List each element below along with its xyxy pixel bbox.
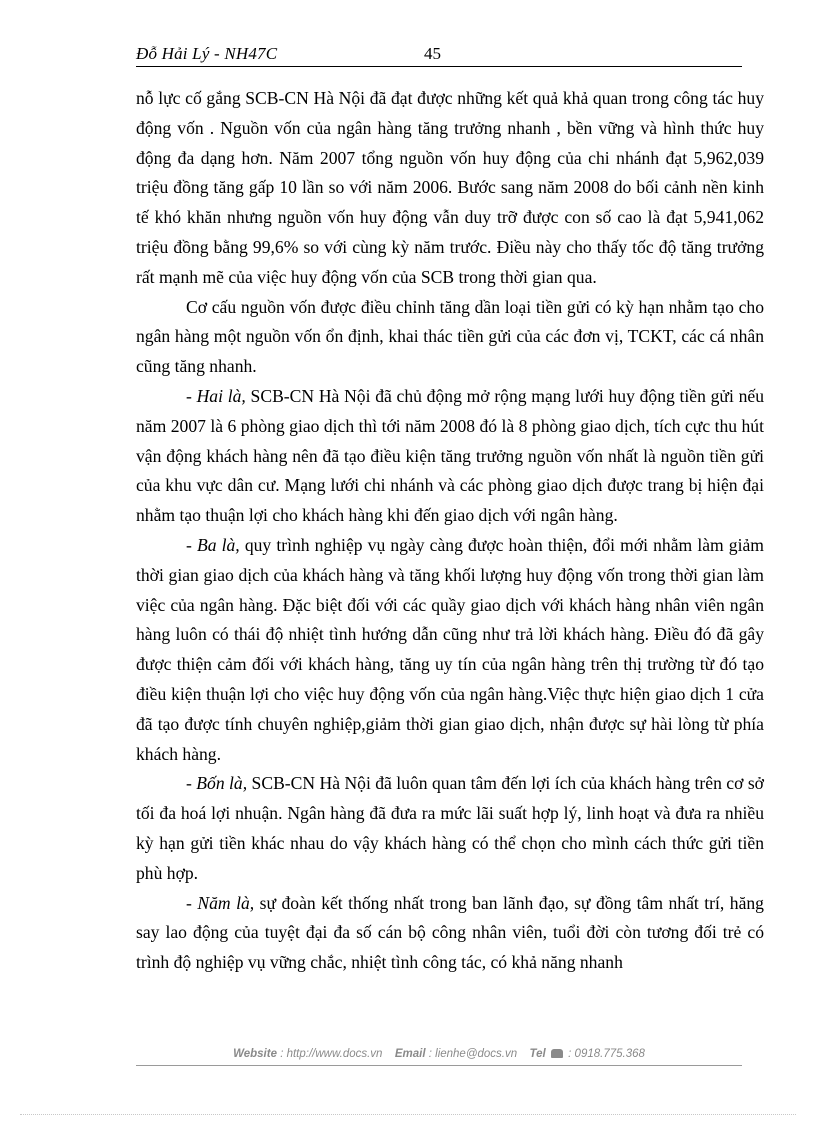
website-label: Website: [233, 1048, 277, 1060]
paragraph-3: [136, 382, 764, 531]
email-link[interactable]: : lienhe@docs.vn: [428, 1048, 518, 1060]
bullet-dash: -: [186, 892, 198, 913]
point-label: Hai là,: [196, 385, 246, 406]
bullet-dash: -: [186, 773, 197, 794]
paragraph-3-text: SCB-CN Hà Nội đã chủ động mở rộng mạng lưới huy động tiền gửi nếu năm 2007 là 6 phòng giao dịch thì tới năm 2008 đó là 8 phòng giao dịch, tích cực thu hút vận động khách hàng nên đã tạo điều kiện tăng trưởng nguồn vốn nhất là nguồn tiền gửi của khu vực dân cư. Mạng lưới chi nhánh và các phòng giao dịch được trang bị hiện đại nhằm tạo thuận lợi cho khách hàng khi đến giao dịch với ngân hàng.: [136, 385, 764, 526]
body-text: [136, 84, 764, 978]
point-label: Ba là,: [196, 534, 240, 555]
tel-label: Tel: [529, 1048, 546, 1060]
point-label: Bốn là,: [196, 773, 248, 794]
bullet-dash: -: [186, 534, 197, 555]
paragraph-2: Cơ cấu nguồn vốn được điều chỉnh tăng dần loại tiền gửi có kỳ hạn nhằm tạo cho ngân hàng một nguồn vốn ổn định, khai thác tiền gửi của các đơn vị, TCKT, các cá nhân cũng tăng nhanh.: [136, 296, 764, 377]
bullet-dash: -: [186, 385, 197, 406]
paragraph-6: [136, 889, 764, 978]
page-footer: [136, 1048, 742, 1066]
paragraph-4: [136, 531, 764, 769]
page-edge-divider: [20, 1114, 796, 1115]
point-label: Năm là,: [197, 892, 255, 913]
paragraph-1: nỗ lực cố gắng SCB-CN Hà Nội đã đạt được những kết quả khả quan trong công tác huy động vốn . Nguồn vốn của ngân hàng tăng trưởng nhanh , bền vững và hình thức huy động đa dạng hơn. Năm 2007 tổng nguồn vốn huy động của chi nhánh đạt 5,962,039 triệu đồng tăng gấp 10 lần so với năm 2006. Bước sang năm 2008 do bối cảnh nền kinh tế khó khăn nhưng nguồn vốn huy động vẫn duy trỡ được con số cao là đạt 5,941,062 triệu đồng bằng 99,6% so với cùng kỳ năm trước. Điều này cho thấy tốc độ tăng trưởng rất mạnh mẽ của việc huy động vốn của SCB trong thời gian qua.: [136, 88, 764, 287]
website-link[interactable]: : http://www.docs.vn: [280, 1048, 383, 1060]
paragraph-4-text: quy trình nghiệp vụ ngày càng được hoàn thiện, đổi mới nhằm làm giảm thời gian giao dịch của khách hàng và tăng khối lượng huy động vốn trong thời gian làm việc của ngân hàng. Đặc biệt đối với các quầy giao dịch với khách hàng nhân viên ngân hàng luôn có thái độ nhiệt tình hướng dẫn cũng như trả lời khách hàng. Điều đó đã gây được thiện cảm đối với khách hàng, tăng uy tín của ngân hàng trên thị trường từ đó tạo điều kiện thuận lợi cho việc huy động vốn của ngân hàng.Việc thực hiện giao dịch 1 cửa đã tạo được tính chuyên nghiệp,giảm thời gian giao dịch, nhận được sự hài lòng từ phía khách hàng.: [136, 534, 764, 764]
page-header: [136, 42, 742, 67]
phone-icon: [551, 1049, 563, 1058]
email-label: Email: [394, 1048, 426, 1060]
header-author: Đỗ Hải Lý - NH47C: [136, 44, 278, 63]
page-number: 45: [424, 44, 441, 63]
paragraph-5-text: SCB-CN Hà Nội đã luôn quan tâm đến lợi ích của khách hàng trên cơ sở tối đa hoá lợi nhuận. Ngân hàng đã đưa ra mức lãi suất hợp lý, linh hoạt và đưa ra nhiều kỳ hạn gửi tiền khác nhau do vậy khách hàng có thể chọn cho mình cách thức gửi tiền phù hợp.: [136, 773, 764, 883]
tel-value: : 0918.775.368: [568, 1048, 645, 1060]
paragraph-5: [136, 769, 764, 888]
paragraph-6-text: sự đoàn kết thống nhất trong ban lãnh đạo, sự đồng tâm nhất trí, hăng say lao động của tuyệt đại đa số cán bộ công nhân viên, tuổi đời còn tương đối trẻ có trình độ nghiệp vụ vững chắc, nhiệt tình công tác, có khả năng nhanh: [136, 892, 764, 973]
